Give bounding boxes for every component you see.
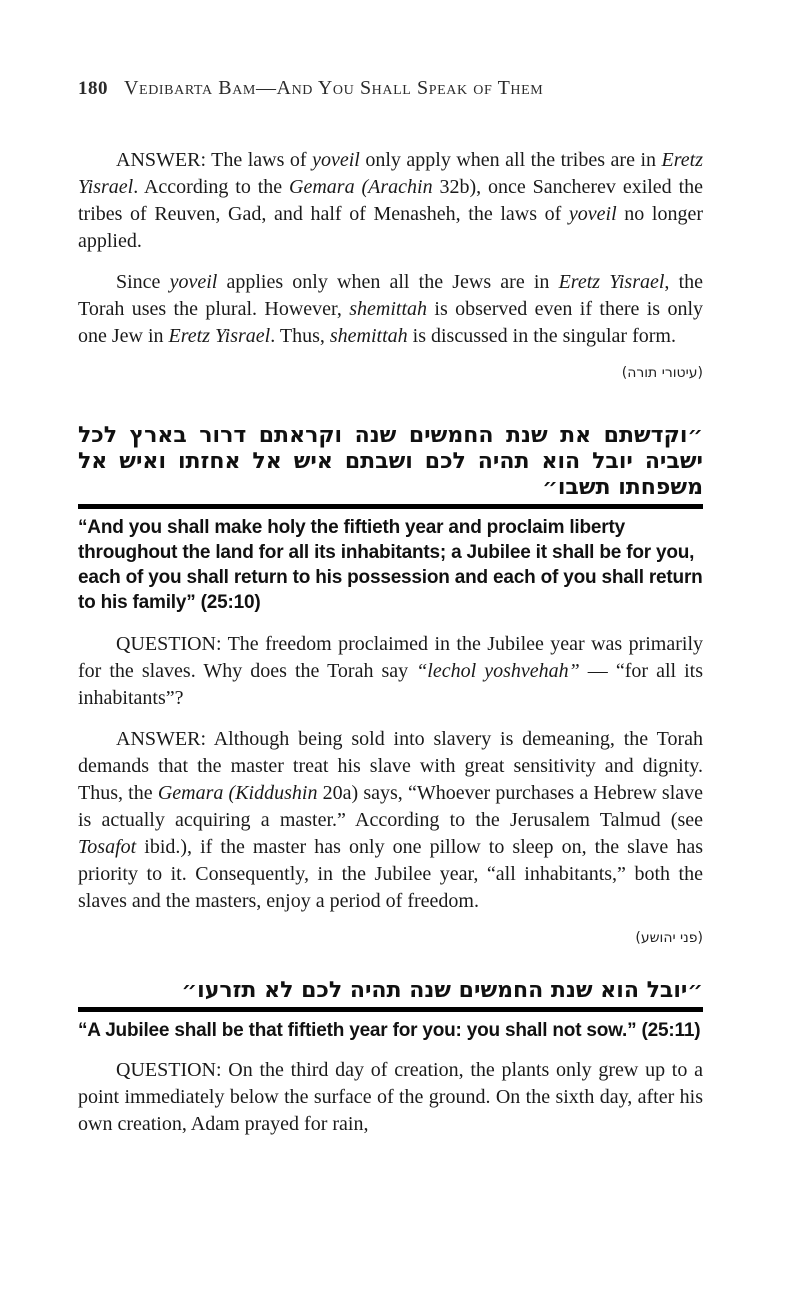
verse-translation-25-10: “And you shall make holy the fiftieth year and proclaim liberty throughout the land for all its inhabitants; a Jubilee it shall be for you, each of you shall return to his possession and each of you shall return to his family” (25:10) [78, 517, 703, 613]
question-paragraph-inhabitants: QUESTION: The freedom proclaimed in the Jubilee year was primarily for the slaves. Why does the Torah say “lechol yoshvehah” — “for all its inhabitants”? [78, 633, 703, 709]
answer-paragraph-yoveil: ANSWER: The laws of yoveil only apply when all the tribes are in Eretz Yisrael. According to the Gemara (Arachin 32b), once Sancherev exiled the tribes of Reuven, Gad, and half of Menasheh, the laws of yoveil no longer applied. [78, 149, 704, 252]
hebrew-verse-jubilee-liberty: ״וקדשתם את שנת החמשים שנה וקראתם דרור בארץ לכל ישביה יובל הוא תהיה לכם ושבתם איש אל אחזתו ואיש אל משפחתו תשבו״ [78, 423, 703, 500]
source-citation-pnei-yehoshua: (פני יהושע) [635, 930, 703, 946]
verse-divider-rule [78, 1007, 703, 1012]
verse-divider-rule [78, 504, 703, 509]
running-header [78, 76, 703, 101]
hebrew-verse-not-sow: ״יובל הוא שנת החמשים שנה תהיה לכם לא תזרעו״ [181, 978, 703, 1003]
answer-paragraph-inhabitants: ANSWER: Although being sold into slavery is demeaning, the Torah demands that the master treat his slave with great sensitivity and dignity. Thus, the Gemara (Kiddushin 20a) says, “Whoever purchases a Hebrew slave is actually acquiring a master.” According to the Jerusalem Talmud (see Tosafot ibid.), if the master has only one pillow to sleep on, the slave has priority to it. Consequently, in the Jubilee year, “all inhabitants,” both the slaves and the masters, enjoy a period of freedom. [78, 728, 704, 912]
question-paragraph-creation: QUESTION: On the third day of creation, the plants only grew up to a point immediately below the surface of the ground. On the sixth day, after his own creation, Adam prayed for rain, [78, 1059, 703, 1135]
paragraph-since-yoveil: Since yoveil applies only when all the Jews are in Eretz Yisrael, the Torah uses the plural. However, shemittah is observed even if there is only one Jew in Eretz Yisrael. Thus, shemittah is discussed in the singular form. [78, 271, 704, 347]
source-citation-iturei-torah: (עיטורי תורה) [621, 365, 703, 381]
page-number: 180 [78, 78, 108, 99]
verse-translation-25-11: “A Jubilee shall be that fiftieth year for you: you shall not sow.” (25:11) [78, 1020, 701, 1041]
book-title: Vedibarta Bam—And You Shall Speak of Them [124, 77, 544, 99]
